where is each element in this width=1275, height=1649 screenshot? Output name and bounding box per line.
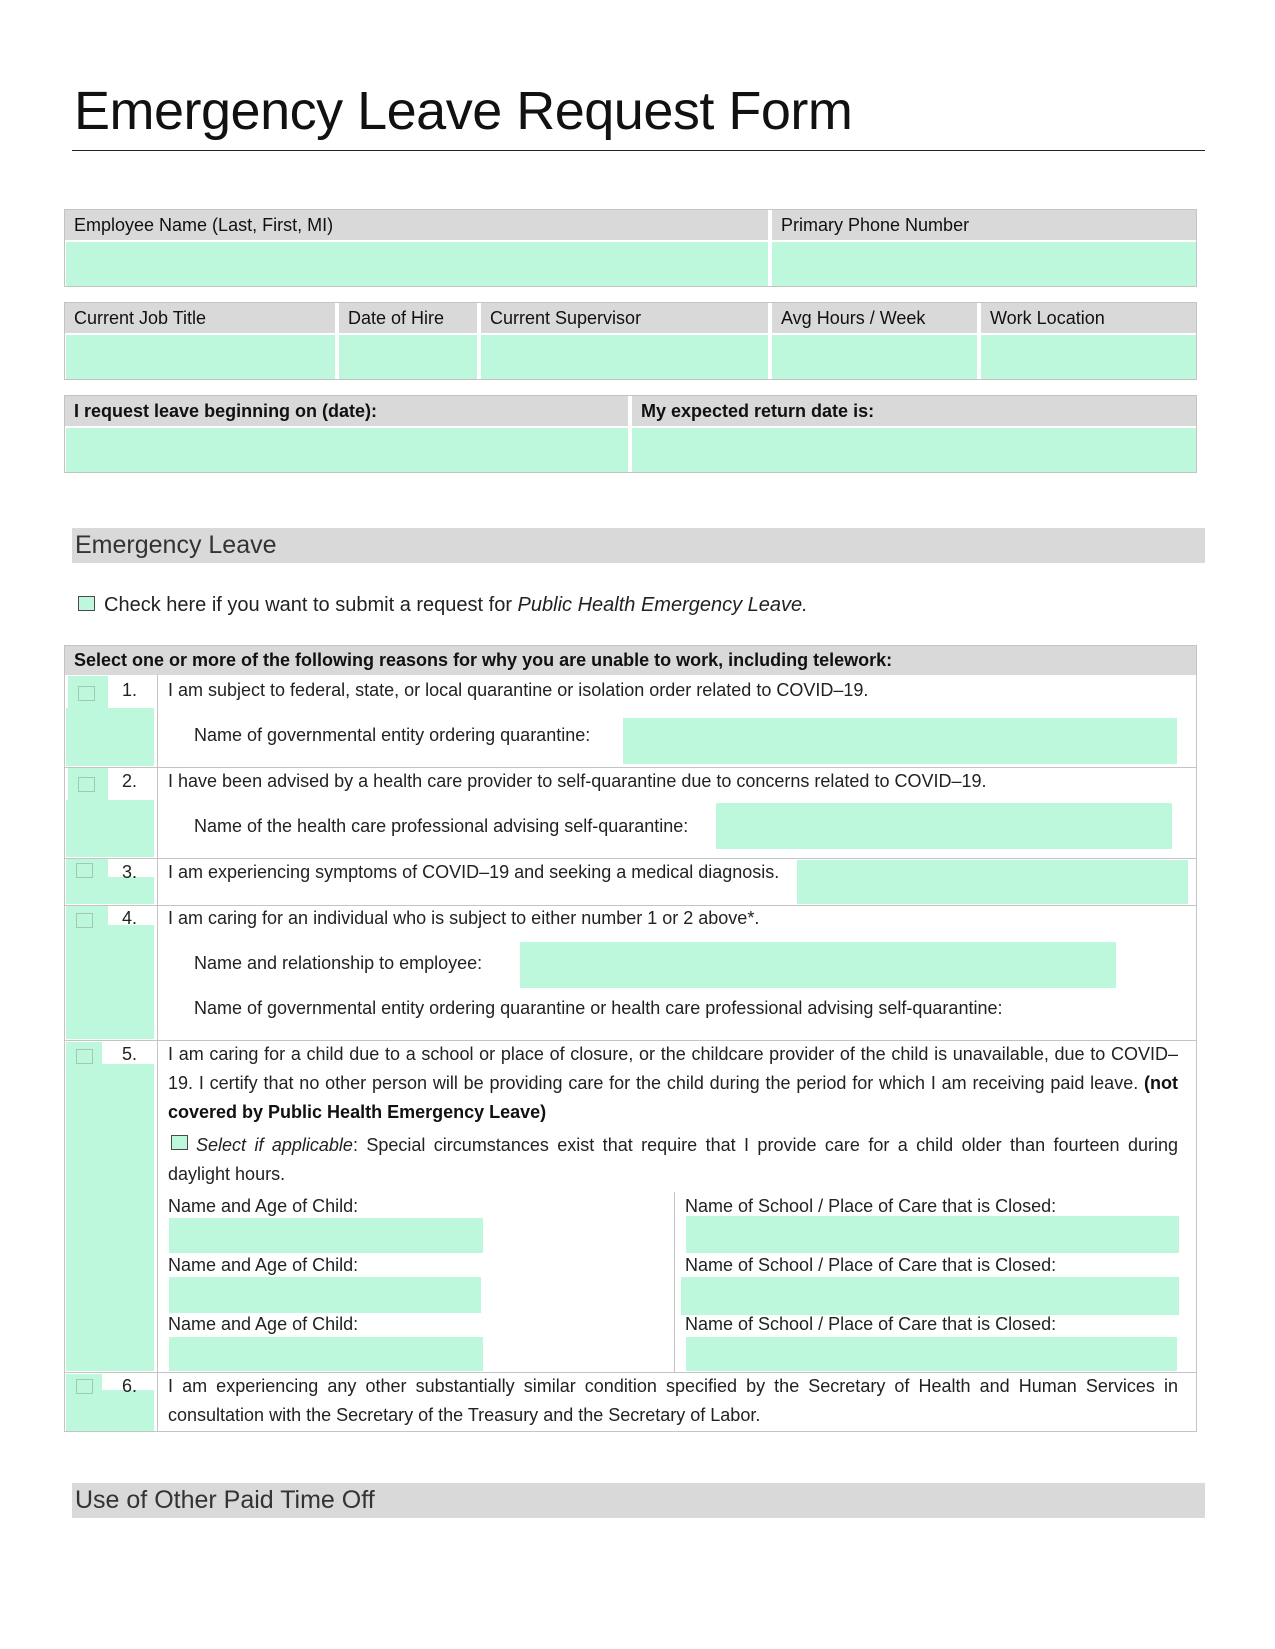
reason-5-checkbox-box <box>76 1049 93 1064</box>
special-circumstances-body: : Special circumstances exist that require that I provide care for a child older than fourteen during daylight hours. <box>168 1135 1179 1184</box>
child-2-label: Name and Age of Child: <box>168 1255 359 1275</box>
page-title: Emergency Leave Request Form <box>74 81 853 141</box>
reason-6-checkbox-box <box>76 1379 93 1394</box>
public-health-leave-checkbox[interactable] <box>78 596 95 611</box>
reason-4-relationship-field[interactable] <box>520 942 1116 988</box>
child-1-label: Name and Age of Child: <box>168 1196 359 1216</box>
reasons-header: Select one or more of the following reasons for why you are unable to work, including telework: <box>65 646 1196 675</box>
reason-2-sub-label: Name of the health care professional advising self-quarantine: <box>194 816 689 836</box>
child-2-field[interactable] <box>169 1277 481 1313</box>
avg-hours-label: Avg Hours / Week <box>772 303 977 333</box>
title-divider <box>72 150 1205 151</box>
reason-3-checkbox[interactable] <box>66 859 108 879</box>
reason-6-text: I am experiencing any other substantially similar condition specified by the Secretary of Health and Human Services in consultation with the Secretary of the Treasury and the Secretary of Labor. <box>168 1376 1178 1425</box>
school-2-label: Name of School / Place of Care that is Closed: <box>685 1255 1057 1275</box>
reason-5-number: 5. <box>121 1044 137 1064</box>
reason-6-checkbox[interactable] <box>66 1374 102 1402</box>
reason-3-field[interactable] <box>797 860 1188 904</box>
reason-2-checkbox[interactable] <box>68 768 108 802</box>
reason-4-marker <box>66 925 154 1039</box>
reason-5-checkbox[interactable] <box>66 1042 102 1072</box>
leave-begin-field[interactable] <box>66 428 628 472</box>
phone-label: Primary Phone Number <box>772 210 1196 240</box>
reasons-column-divider <box>157 675 158 1432</box>
other-pto-heading: Use of Other Paid Time Off <box>72 1483 1205 1518</box>
job-title-label: Current Job Title <box>65 303 335 333</box>
reason-1-marker <box>66 708 154 766</box>
check-text-prefix: Check here if you want to submit a request for <box>104 594 518 616</box>
reason-4-sub-label-1: Name and relationship to employee: <box>194 953 483 973</box>
avg-hours-field[interactable] <box>772 335 977 379</box>
reason-3-number: 3. <box>121 862 137 882</box>
reason-5-text-bold: (not covered by Public Health Emergency Leave) <box>168 1073 1178 1122</box>
reason-4-checkbox-box <box>76 913 93 928</box>
child-school-divider <box>674 1192 675 1372</box>
work-location-label: Work Location <box>981 303 1196 333</box>
employee-name-field[interactable] <box>66 242 768 286</box>
supervisor-label: Current Supervisor <box>481 303 768 333</box>
reason-5-text-main: I am caring for a child due to a school or place of closure, or the childcare provider of the child is unavailable, due to COVID–19. I certify that no other person will be providing care for the child during the period for which I am receiving paid leave. <box>168 1044 1178 1093</box>
reason-2-professional-field[interactable] <box>716 803 1172 849</box>
reason-3-checkbox-box <box>76 863 93 878</box>
reason-2-text: I have been advised by a health care provider to self-quarantine due to concerns related to COVID–19. <box>168 771 987 791</box>
job-title-field[interactable] <box>66 335 335 379</box>
reason-4-number: 4. <box>121 908 137 928</box>
special-circumstances-text <box>168 1131 1178 1189</box>
reason-2-marker <box>66 800 154 857</box>
child-3-field[interactable] <box>169 1337 483 1371</box>
child-3-label: Name and Age of Child: <box>168 1314 359 1334</box>
reason-1-number: 1. <box>121 680 137 700</box>
reason-5-text <box>168 1040 1178 1127</box>
reason-5-marker <box>66 1064 154 1371</box>
reason-1-sub-label: Name of governmental entity ordering quarantine: <box>194 725 591 745</box>
reason-1-checkbox-box <box>78 686 95 701</box>
public-health-leave-check-text <box>104 590 808 620</box>
reason-2-checkbox-box <box>78 777 95 792</box>
reason-3-text: I am experiencing symptoms of COVID–19 and seeking a medical diagnosis. <box>168 862 780 882</box>
supervisor-field[interactable] <box>481 335 768 379</box>
employee-name-label: Employee Name (Last, First, MI) <box>65 210 768 240</box>
reason-1-text: I am subject to federal, state, or local quarantine or isolation order related to COVID–19. <box>168 680 869 700</box>
work-location-field[interactable] <box>981 335 1196 379</box>
hire-date-field[interactable] <box>339 335 477 379</box>
return-date-field[interactable] <box>632 428 1196 472</box>
check-text-emphasis: Public Health Emergency Leave. <box>517 594 808 616</box>
school-3-label: Name of School / Place of Care that is Closed: <box>685 1314 1057 1334</box>
school-1-field[interactable] <box>686 1216 1179 1253</box>
leave-begin-label: I request leave beginning on (date): <box>65 396 628 426</box>
school-1-label: Name of School / Place of Care that is Closed: <box>685 1196 1057 1216</box>
reason-2-number: 2. <box>121 771 137 791</box>
reason-4-sub-label-2: Name of governmental entity ordering quarantine or health care professional advising self-quarantine: <box>194 998 1003 1018</box>
reason-4-checkbox[interactable] <box>66 906 108 936</box>
child-1-field[interactable] <box>169 1218 483 1253</box>
reason-1-entity-field[interactable] <box>623 718 1177 764</box>
hire-date-label: Date of Hire <box>339 303 477 333</box>
reason-1-checkbox[interactable] <box>68 676 108 712</box>
reason-6-number: 6. <box>121 1376 137 1396</box>
special-circumstances-emphasis: Select if applicable <box>196 1135 353 1155</box>
phone-field[interactable] <box>772 242 1196 286</box>
emergency-leave-heading: Emergency Leave <box>72 528 1205 563</box>
return-date-label: My expected return date is: <box>632 396 1196 426</box>
reason-4-text: I am caring for an individual who is subject to either number 1 or 2 above*. <box>168 908 760 928</box>
school-3-field[interactable] <box>686 1337 1177 1371</box>
